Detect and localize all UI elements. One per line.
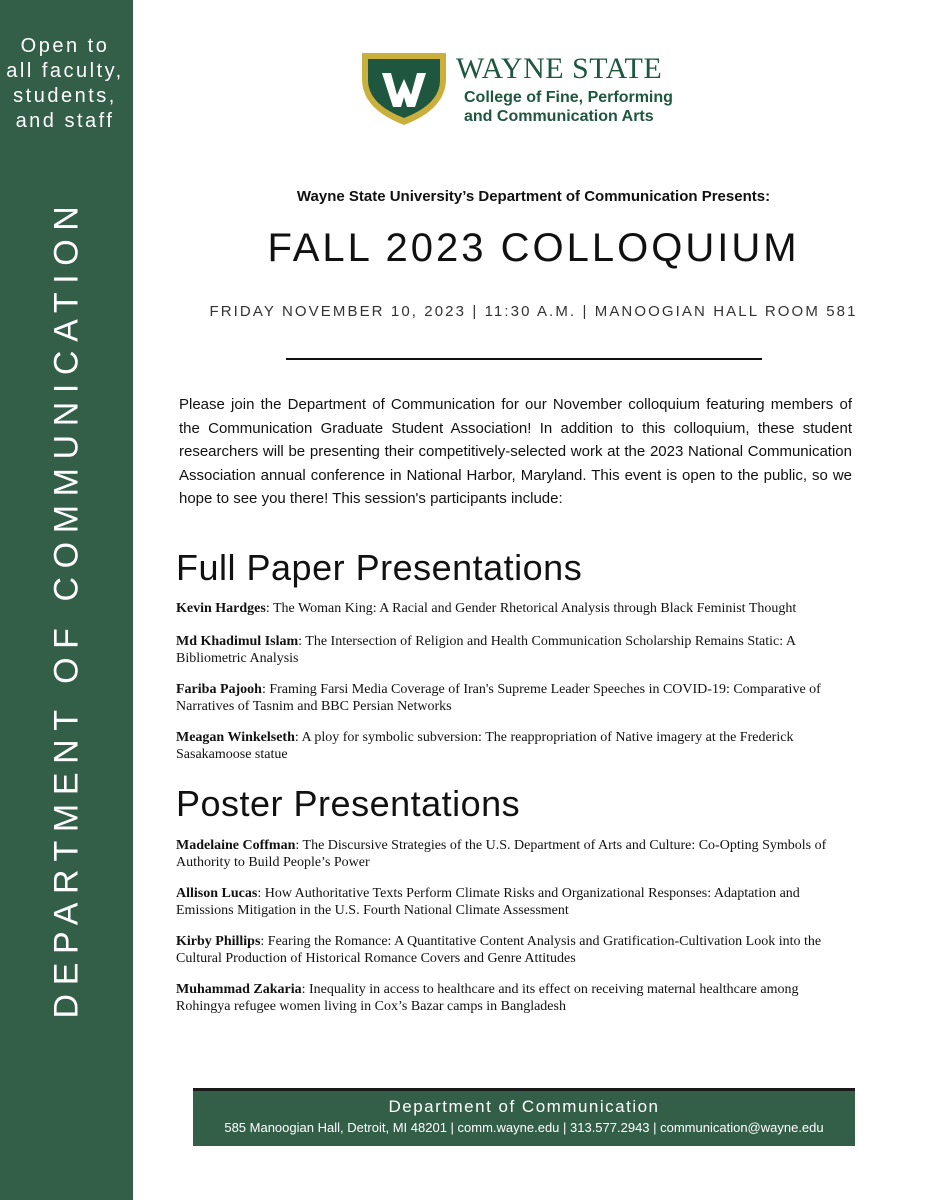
audience-line: students, <box>13 85 117 107</box>
logo-subtitle: College of Fine, Performing <box>464 89 673 106</box>
presentation-entry <box>176 981 856 1015</box>
logo-subtitle: and Communication Arts <box>464 108 654 125</box>
presenter-name: Md Khadimul Islam <box>176 634 299 649</box>
presenter-name: Madelaine Coffman <box>176 838 296 853</box>
footer-contact: 585 Manoogian Hall, Detroit, MI 48201 | comm.wayne.edu | 313.577.2943 | communication@wayne.edu <box>224 1120 824 1135</box>
footer <box>193 1088 855 1146</box>
presenter-name: Allison Lucas <box>176 886 258 901</box>
presentation-entry <box>176 633 856 667</box>
presentation-entry <box>176 729 856 763</box>
presentation-entry <box>176 837 856 871</box>
presentation-title: : The Woman King: A Racial and Gender Rhetorical Analysis through Black Feminist Thought <box>265 601 797 616</box>
full-paper-heading: Full Paper Presentations <box>176 547 583 588</box>
presenter-line: Wayne State University’s Department of Communication Presents: <box>296 188 771 205</box>
sidebar-department-label: DEPARTMENT OF COMMUNICATION <box>47 197 86 1019</box>
poster-heading: Poster Presentations <box>176 783 521 824</box>
presentation-title: : The Discursive Strategies of the U.S. Department of Arts and Culture: Co-Opting Symbols of Authority to Build People’s Power <box>176 838 827 870</box>
presenter-name: Kevin Hardges <box>176 601 266 616</box>
presenter-name: Fariba Pajooh <box>176 682 262 697</box>
presentation-entry <box>176 681 856 715</box>
presenter-name: Kirby Phillips <box>176 934 261 949</box>
presentation-title: : Framing Farsi Media Coverage of Iran's Supreme Leader Speeches in COVID-19: Comparative of Narratives of Tasnim and BBC Persian Networks <box>176 682 821 714</box>
presentation-title: : Inequality in access to healthcare and its effect on receiving maternal healthcare among Rohingya refugee women living in Cox’s Bazar camps in Bangladesh <box>176 982 799 1014</box>
wayne-state-logo <box>360 49 690 129</box>
presentation-entry <box>176 933 856 967</box>
audience-line: and staff <box>15 110 115 132</box>
presentation-title: : How Authoritative Texts Perform Climate Risks and Organizational Responses: Adaptation and Emissions Mitigation in the U.S. Fourth National Climate Assessment <box>176 886 800 918</box>
presentation-title: : The Intersection of Religion and Health Communication Scholarship Remains Static: A Bibliometric Analysis <box>176 634 796 666</box>
presenter-name: Muhammad Zakaria <box>176 982 302 997</box>
presenter-name: Meagan Winkelseth <box>176 730 295 745</box>
logo-title: WAYNE STATE <box>456 52 663 85</box>
footer-title: Department of Communication <box>388 1097 660 1116</box>
wayne-state-shield-icon <box>360 49 448 127</box>
audience-line: all faculty, <box>6 60 124 82</box>
presentation-entry <box>176 885 856 919</box>
presentation-title: : A ploy for symbolic subversion: The reappropriation of Native imagery at the Frederick Sasakamoose statue <box>176 730 794 762</box>
sidebar <box>0 0 133 1200</box>
audience-line: Open to <box>20 35 110 57</box>
divider <box>286 358 762 360</box>
page-title: FALL 2023 COLLOQUIUM <box>267 226 800 270</box>
presentation-title: : Fearing the Romance: A Quantitative Content Analysis and Gratification-Cultivation Look into the Cultural Production of Historical Romance Covers and Genre Attitudes <box>176 934 822 966</box>
audience-note <box>6 34 124 134</box>
intro-paragraph: Please join the Department of Communication for our November colloquium featuring members of the Communication Graduate Student Association! In addition to this colloquium, these student researchers will be presenting their competitively-selected work at the 2023 National Communication Association annual conference in National Harbor, Maryland. This event is open to the public, so we hope to see you there! This session's participants include: <box>179 396 852 507</box>
event-details: FRIDAY NOVEMBER 10, 2023 | 11:30 A.M. | MANOOGIAN HALL ROOM 581 <box>209 303 858 320</box>
presentation-entry <box>176 600 856 617</box>
